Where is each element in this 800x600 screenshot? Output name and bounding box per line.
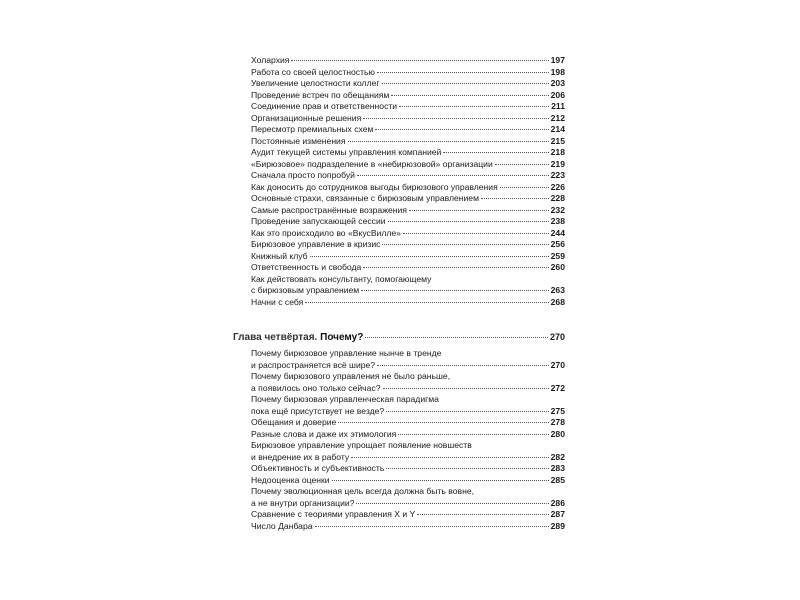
dot-leader [363,267,548,268]
dot-leader [361,290,548,291]
dot-leader [332,480,549,481]
chapter-page: 270 [549,332,565,342]
toc-entry [251,159,565,171]
toc-entry-title: «Бирюзовое» подразделение в «небирюзовой» организации [251,158,493,169]
toc-entry-page: 285 [550,474,565,485]
dot-leader [310,256,549,257]
toc-entry-page: 238 [550,216,565,226]
toc-entry-page: 218 [550,147,565,157]
toc-entry [251,136,565,148]
dot-leader [351,457,548,458]
toc-entry [251,498,565,510]
toc-entry-page: 289 [550,520,565,531]
dot-leader [500,187,549,188]
toc-entry-page: 211 [551,101,565,111]
dot-leader [377,365,549,366]
toc-entry-title: Работа со своей целостностью [251,66,375,77]
toc-entry-title: и внедрение их в работу [251,451,350,462]
toc-entry-page: 259 [550,250,565,261]
toc-entry-title: Разные слова и даже их этимология [251,428,397,439]
dot-leader [388,221,549,222]
toc-entry-page: 214 [550,124,565,134]
toc-entry-page: 268 [550,296,565,307]
toc-entry [251,262,565,274]
toc-entry-title: Сравнение с теориями управления X и Y [251,509,416,519]
dot-leader [305,302,548,303]
toc-entry-title: Основные страхи, связанные с бирюзовым управлением [251,193,479,203]
toc-entry-title: Увеличение целостности коллег [251,78,380,88]
toc-entry-page: 272 [550,382,565,393]
toc-entry-page: 219 [550,158,565,169]
toc-entry [251,239,565,251]
toc-entry-first-line [251,486,565,498]
toc-entry-title: пока ещё присутствует не везде? [251,405,385,416]
dot-leader [417,514,548,515]
chapter-title [233,332,363,344]
dot-leader [382,83,549,84]
toc-entry-title: Аудит текущей системы управления компанией [251,147,442,157]
toc-entry-title: Соединение прав и ответственности [251,101,398,111]
toc-entry-title: Организационные решения [251,112,362,123]
toc-entry-page: 263 [550,285,565,295]
dot-leader [356,503,548,504]
toc-entry [251,205,565,217]
toc-entry-title: и распространяется всё шире? [251,359,376,370]
toc-entry-page: 244 [550,227,565,238]
toc-entry [251,90,565,102]
toc-entry-title: Как доносить до сотрудников выгоды бирюзового управления [251,181,498,192]
toc-entry-first-line [251,371,565,383]
toc-entry-title-line: Почему бирюзового управления не было раньше, [251,371,451,381]
dot-leader [399,106,549,107]
chapter-label: Глава четвёртая. [233,332,318,343]
toc-entry-page: 287 [550,509,565,519]
toc-entry-page: 275 [550,405,565,416]
dot-leader [382,244,548,245]
toc-entry-title: Ответственность и свобода [251,262,362,272]
toc-entry-page: 270 [550,359,565,370]
toc-entry-page: 198 [550,66,565,77]
chapter-toc-list [251,348,565,532]
toc-entry-title-line: Как действовать консультанту, помогающему [251,273,432,284]
dot-leader [383,388,549,389]
toc-entry [251,101,565,113]
toc-entry [251,452,565,464]
dot-leader [391,95,548,96]
toc-entry-title: Обещания и доверие [251,417,337,427]
toc-entry [251,417,565,429]
dot-leader [403,233,549,234]
dot-leader [375,129,548,130]
dot-leader [315,526,549,527]
toc-entry-first-line [251,440,565,452]
toc-entry-title: Как это происходило во «ВкусВилле» [251,227,401,238]
toc-entry [251,463,565,475]
toc-entry [251,360,565,372]
toc-entry-page: 212 [550,112,565,123]
dot-leader [291,60,548,61]
dot-leader [357,175,549,176]
toc-entry-page: 278 [550,417,565,427]
toc-entry-title: Самые распространённые возражения [251,204,407,215]
toc-entry [251,406,565,418]
toc-entry-first-line [251,394,565,406]
toc-entry [251,147,565,159]
toc-entry-title: Постоянные изменения [251,135,346,146]
toc-entry-title: Бирюзовое управление в кризис [251,239,381,249]
toc-entry-page: 197 [550,55,565,65]
dot-leader [481,198,549,199]
dot-leader [348,141,549,142]
dot-leader [377,72,549,73]
toc-entry [251,251,565,263]
dot-leader [365,337,548,338]
chapter-heading [233,331,565,344]
toc-entry-title-line: Бирюзовое управление упрощает появление новшеств [251,440,472,450]
toc-entry [251,297,565,309]
toc-entry-title: Недооценка оценки [251,474,330,485]
toc-entry [251,228,565,240]
toc-entry-page: 215 [550,135,565,146]
toc-entry-page: 260 [550,262,565,272]
toc-entry-page: 232 [550,204,565,215]
toc-entry [251,383,565,395]
toc-entry-page: 223 [550,170,565,180]
toc-entry [251,124,565,136]
toc-entry-title: Сначала просто попробуй [251,170,355,180]
toc-entry-title: Начни с себя [251,296,304,307]
toc-entry-page: 283 [550,463,565,473]
toc-entry-page: 226 [550,181,565,192]
toc-entry-title: Пересмотр премиальных схем [251,124,374,134]
toc-entry [251,509,565,521]
toc-entry-title: Число Данбара [251,520,313,531]
toc-entry [251,429,565,441]
toc-entry-title-line: Почему бирюзовая управленческая парадигма [251,394,439,404]
toc-entry-page: 256 [550,239,565,249]
dot-leader [443,152,548,153]
toc-entry [251,475,565,487]
toc-entry [251,182,565,194]
toc-entry-page: 282 [550,451,565,462]
toc-entry-title-line: Почему эволюционная цель всегда должна быть вовне, [251,486,475,496]
toc-entry [251,193,565,205]
toc-entry-first-line [251,348,565,360]
toc-entry [251,216,565,228]
dot-leader [409,210,549,211]
dot-leader [495,164,549,165]
dot-leader [398,434,548,435]
section-toc-list [251,55,565,308]
chapter-entry [233,331,565,344]
dot-leader [386,468,548,469]
toc-entry-title: а не внутри организации? [251,497,355,508]
toc-entry [251,55,565,67]
dot-leader [386,411,549,412]
toc-entry [251,170,565,182]
toc-entry-page: 228 [550,193,565,203]
toc-entry-title: а появилось оно только сейчас? [251,382,381,393]
toc-entry-title-line: Почему бирюзовое управление нынче в тренде [251,348,442,358]
toc-entry-page: 203 [550,78,565,88]
toc-entry-title: Проведение встреч по обещаниям [251,89,390,100]
toc-entry [251,285,565,297]
toc-entry-page: 206 [550,89,565,100]
toc-entry-title: Книжный клуб [251,250,308,261]
toc-entry [251,67,565,79]
toc-entry-title: Холархия [251,55,290,65]
toc-entry [251,78,565,90]
toc-entry-title: Проведение запускающей сессии [251,216,386,226]
toc-entry-first-line [251,274,565,286]
toc-entry [251,521,565,533]
chapter-name: Почему? [320,332,364,343]
toc-entry-page: 280 [550,428,565,439]
dot-leader [338,422,548,423]
dot-leader [363,118,548,119]
toc-entry-title: Объективность и субъективность [251,463,385,473]
toc-entry-title: с бирюзовым управлением [251,285,360,295]
toc-entry [251,113,565,125]
toc-entry-page: 286 [550,497,565,508]
